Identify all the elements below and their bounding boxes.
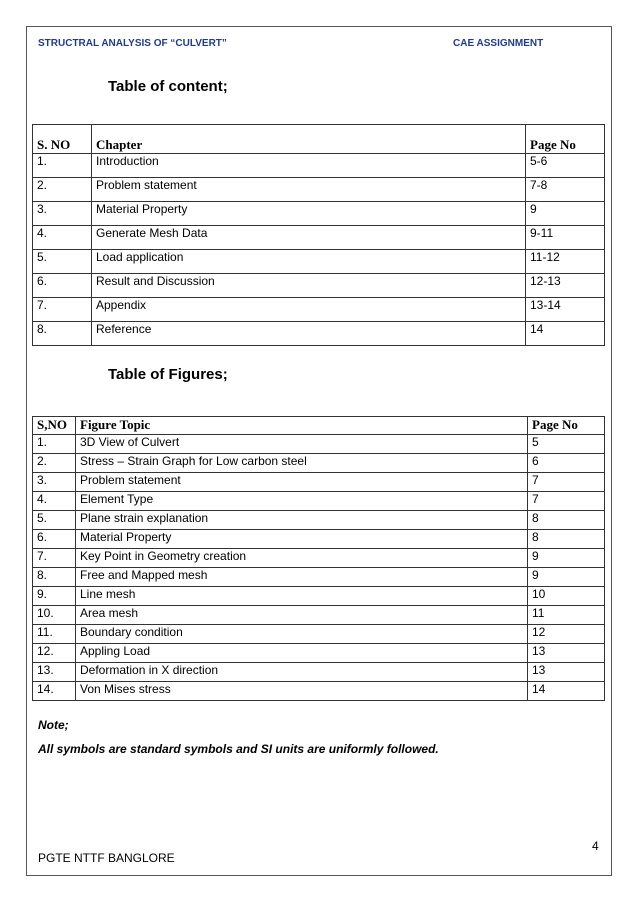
fig-topic: Plane strain explanation <box>76 511 528 530</box>
fig-topic: Appling Load <box>76 644 528 663</box>
toc-sno: 2. <box>33 178 92 202</box>
figures-header-page: Page No <box>528 417 605 435</box>
figures-title: Table of Figures; <box>108 366 228 383</box>
note-label: Note; <box>38 718 69 732</box>
fig-page: 14 <box>528 682 605 701</box>
table-row <box>33 322 605 346</box>
toc-page: 9-11 <box>526 226 605 250</box>
fig-sno: 13. <box>33 663 76 682</box>
fig-topic: Area mesh <box>76 606 528 625</box>
fig-sno: 8. <box>33 568 76 587</box>
toc-header-sno: S. NO <box>33 125 92 154</box>
fig-sno: 3. <box>33 473 76 492</box>
fig-page: 13 <box>528 644 605 663</box>
table-row <box>33 154 605 178</box>
fig-page: 8 <box>528 530 605 549</box>
table-row <box>33 625 605 644</box>
page-number: 4 <box>592 839 599 853</box>
table-row <box>33 492 605 511</box>
toc-title: Table of content; <box>108 78 228 95</box>
header-assignment: CAE ASSIGNMENT <box>453 38 544 49</box>
fig-page: 12 <box>528 625 605 644</box>
table-row <box>33 682 605 701</box>
figures-header-topic: Figure Topic <box>76 417 528 435</box>
fig-page: 7 <box>528 492 605 511</box>
toc-chapter: Appendix <box>92 298 526 322</box>
table-row <box>33 587 605 606</box>
fig-page: 10 <box>528 587 605 606</box>
fig-topic: Element Type <box>76 492 528 511</box>
toc-sno: 3. <box>33 202 92 226</box>
toc-header-page: Page No <box>526 125 605 154</box>
table-row <box>33 250 605 274</box>
toc-page: 14 <box>526 322 605 346</box>
fig-sno: 7. <box>33 549 76 568</box>
toc-sno: 8. <box>33 322 92 346</box>
table-row <box>33 435 605 454</box>
fig-sno: 11. <box>33 625 76 644</box>
toc-page: 5-6 <box>526 154 605 178</box>
figures-header-row <box>33 417 605 435</box>
toc-header-chapter: Chapter <box>92 125 526 154</box>
table-row <box>33 663 605 682</box>
fig-topic: Von Mises stress <box>76 682 528 701</box>
toc-chapter: Result and Discussion <box>92 274 526 298</box>
table-row <box>33 549 605 568</box>
toc-page: 12-13 <box>526 274 605 298</box>
toc-sno: 1. <box>33 154 92 178</box>
fig-topic: 3D View of Culvert <box>76 435 528 454</box>
fig-page: 6 <box>528 454 605 473</box>
toc-page: 7-8 <box>526 178 605 202</box>
toc-chapter: Introduction <box>92 154 526 178</box>
fig-page: 8 <box>528 511 605 530</box>
table-row <box>33 606 605 625</box>
fig-page: 11 <box>528 606 605 625</box>
fig-page: 9 <box>528 549 605 568</box>
figures-header-sno: S,NO <box>33 417 76 435</box>
toc-sno: 5. <box>33 250 92 274</box>
table-row <box>33 568 605 587</box>
fig-sno: 6. <box>33 530 76 549</box>
toc-page: 9 <box>526 202 605 226</box>
fig-topic: Material Property <box>76 530 528 549</box>
toc-table <box>32 124 605 346</box>
table-row <box>33 473 605 492</box>
fig-sno: 12. <box>33 644 76 663</box>
fig-sno: 10. <box>33 606 76 625</box>
toc-page: 11-12 <box>526 250 605 274</box>
toc-chapter: Problem statement <box>92 178 526 202</box>
fig-sno: 4. <box>33 492 76 511</box>
toc-sno: 6. <box>33 274 92 298</box>
fig-sno: 9. <box>33 587 76 606</box>
fig-sno: 1. <box>33 435 76 454</box>
table-row <box>33 511 605 530</box>
toc-chapter: Material Property <box>92 202 526 226</box>
table-row <box>33 226 605 250</box>
toc-chapter: Load application <box>92 250 526 274</box>
toc-chapter: Generate Mesh Data <box>92 226 526 250</box>
toc-header-row <box>33 125 605 154</box>
fig-sno: 5. <box>33 511 76 530</box>
toc-chapter: Reference <box>92 322 526 346</box>
note-text: All symbols are standard symbols and SI units are uniformly followed. <box>38 742 439 756</box>
fig-topic: Problem statement <box>76 473 528 492</box>
fig-page: 9 <box>528 568 605 587</box>
header-title: STRUCTRAL ANALYSIS OF “CULVERT” <box>38 38 227 49</box>
table-row <box>33 530 605 549</box>
fig-topic: Boundary condition <box>76 625 528 644</box>
footer-institution: PGTE NTTF BANGLORE <box>38 851 175 865</box>
fig-topic: Deformation in X direction <box>76 663 528 682</box>
fig-sno: 14. <box>33 682 76 701</box>
table-row <box>33 178 605 202</box>
table-row <box>33 298 605 322</box>
fig-page: 13 <box>528 663 605 682</box>
table-row <box>33 202 605 226</box>
fig-sno: 2. <box>33 454 76 473</box>
fig-topic: Stress – Strain Graph for Low carbon steel <box>76 454 528 473</box>
fig-topic: Key Point in Geometry creation <box>76 549 528 568</box>
fig-topic: Line mesh <box>76 587 528 606</box>
table-row <box>33 454 605 473</box>
table-row <box>33 644 605 663</box>
toc-sno: 7. <box>33 298 92 322</box>
table-row <box>33 274 605 298</box>
fig-topic: Free and Mapped mesh <box>76 568 528 587</box>
fig-page: 5 <box>528 435 605 454</box>
toc-sno: 4. <box>33 226 92 250</box>
fig-page: 7 <box>528 473 605 492</box>
toc-page: 13-14 <box>526 298 605 322</box>
figures-table <box>32 416 605 701</box>
